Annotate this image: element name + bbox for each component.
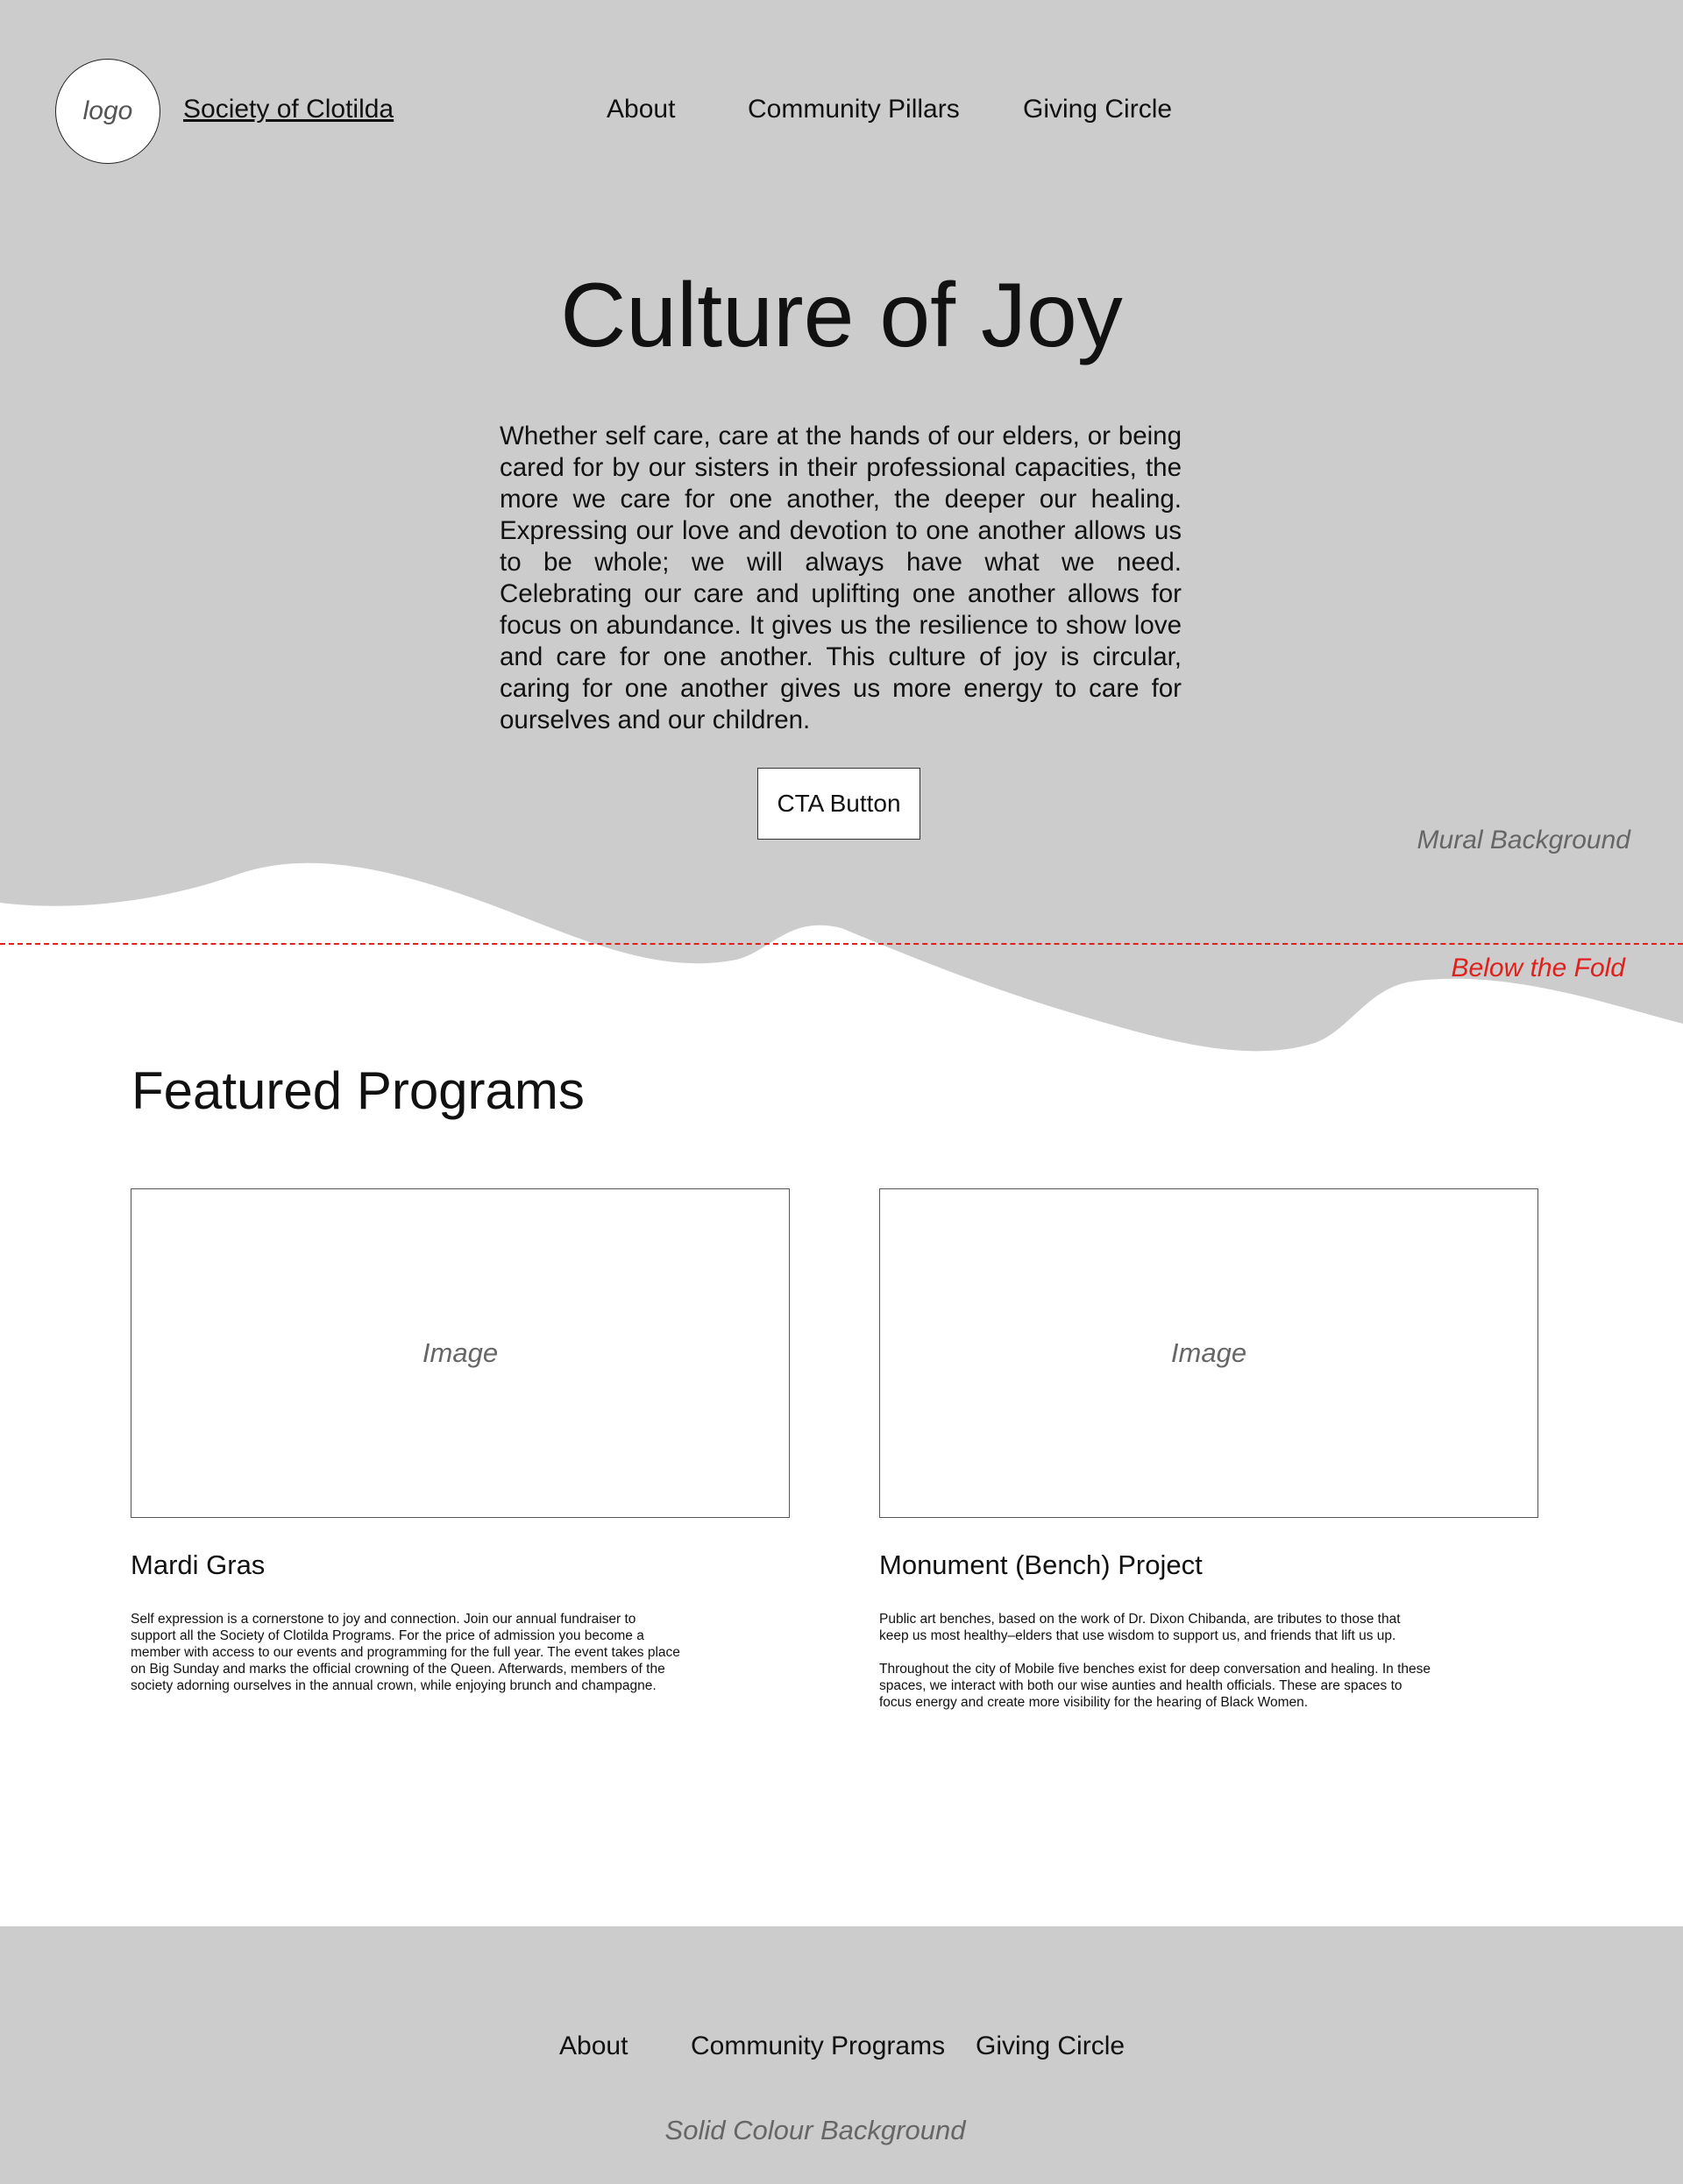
bench-project-title: Monument (Bench) Project <box>879 1549 1203 1580</box>
fold-label: Below the Fold <box>1451 954 1625 982</box>
featured-programs-title: Featured Programs <box>131 1061 585 1120</box>
footer-link-community-programs[interactable]: Community Programs <box>691 2032 946 2060</box>
fold-line <box>0 943 1683 945</box>
nav-about[interactable]: About <box>607 95 676 124</box>
footer-background-label: Solid Colour Background <box>664 2115 966 2145</box>
bench-project-image <box>879 1188 1538 1518</box>
mardi-gras-image <box>131 1188 790 1518</box>
logo-text: logo <box>82 96 133 125</box>
image-placeholder-label: Image <box>1170 1337 1247 1368</box>
card-paragraph: Self expression is a cornerstone to joy and connection. Join our annual fundraiser to support all the Society of Clotilda Programs. For the price of admission you become a member with access to our events and programming for the full year. The event takes place on Big Sunday and marks the official crowning of the Queen. Afterwards, members of the society adorning ourselves in the annual crown, while enjoying brunch and champagne. <box>131 1612 680 1693</box>
mardi-gras-title: Mardi Gras <box>131 1549 266 1580</box>
cta-button[interactable] <box>757 768 920 840</box>
nav-community-pillars[interactable]: Community Pillars <box>748 95 960 124</box>
cta-button-label: CTA Button <box>777 790 901 817</box>
image-placeholder-label: Image <box>422 1337 499 1368</box>
card-paragraph: Throughout the city of Mobile five benches exist for deep conversation and healing. In these spaces, we interact with both our wise aunties and health officials. These are spaces to focus energy and create more visibility for the hearing of Black Women. <box>879 1662 1431 1710</box>
mardi-gras-description <box>131 1611 685 1711</box>
nav-giving-circle[interactable]: Giving Circle <box>1023 95 1173 124</box>
logo[interactable] <box>55 59 160 164</box>
bench-project-description <box>879 1611 1433 1727</box>
footer-link-giving-circle[interactable]: Giving Circle <box>976 2032 1126 2060</box>
mural-background-label: Mural Background <box>1417 826 1630 854</box>
hero-body: Whether self care, care at the hands of our elders, or being cared for by our sisters in their professional capacities, the more we care for one another, the deeper our healing. Expressing our love and devotion to one another allows us to be whole; we will always have what we need. Celebrating our care and uplifting one another allows for focus on abundance. It gives us the resilience to show love and care for one another. This culture of joy is circular, caring for one another gives us more energy to care for ourselves and our children. <box>500 422 1182 734</box>
site-name-link[interactable]: Society of Clotilda <box>183 95 394 124</box>
card-paragraph: Public art benches, based on the work of Dr. Dixon Chibanda, are tributes to those that keep us most healthy–elders that use wisdom to support us, and friends that lift us up. <box>879 1612 1401 1643</box>
hero-title: Culture of Joy <box>560 265 1123 366</box>
footer-link-about[interactable]: About <box>559 2032 628 2060</box>
